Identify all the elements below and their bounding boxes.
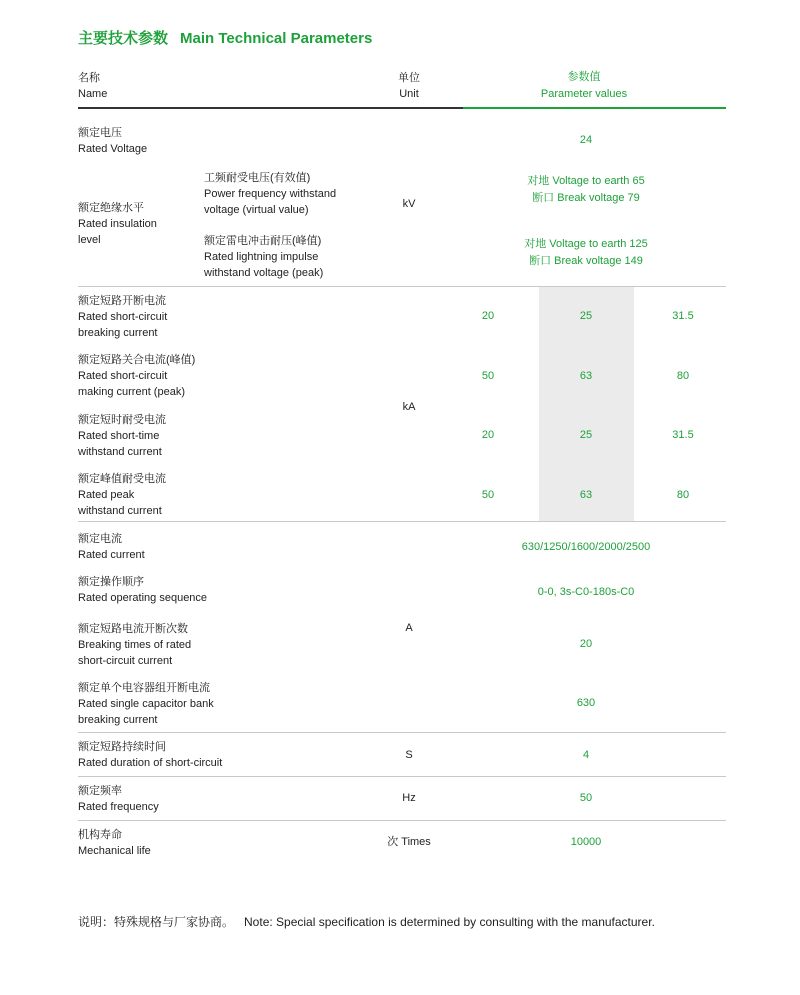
row-sc-making-label <box>78 352 195 400</box>
label-en: Rated duration of short-circuit <box>78 757 223 769</box>
label-en: Rated current <box>78 549 145 561</box>
row-duration-label <box>78 739 222 771</box>
label-en: Rated insulation <box>78 218 157 230</box>
value-line: 断口 Break voltage 149 <box>529 255 643 267</box>
row-mech-life-value: 10000 <box>570 836 602 848</box>
section-divider <box>78 820 726 821</box>
label-en: Mechanical life <box>78 845 151 857</box>
header-unit-cn: 单位 <box>398 72 420 84</box>
value-line: 对地 Voltage to earth 125 <box>524 238 648 250</box>
label-en: Rated operating sequence <box>78 592 208 604</box>
value-cell: 80 <box>676 489 690 501</box>
header-unit-en: Unit <box>399 88 419 100</box>
section-a-unit: A <box>405 622 413 634</box>
label-en: Rated lightning impulse <box>204 251 319 263</box>
header-rule-black <box>78 107 463 109</box>
label-en: Breaking times of rated <box>78 639 192 651</box>
label-en: Rated single capacitor bank <box>78 698 214 710</box>
label-cn: 工频耐受电压(有效值) <box>204 172 311 184</box>
row-op-sequence-value: 0-0, 3s-C0-180s-C0 <box>537 586 635 598</box>
label-en-2: withstand current <box>78 446 162 458</box>
sub-power-frequency-label <box>204 170 336 218</box>
label-cn: 额定频率 <box>78 785 122 797</box>
row-insulation-label <box>78 200 157 248</box>
value-cell: 20 <box>481 429 495 441</box>
label-en: Rated short-circuit <box>78 370 168 382</box>
sub-lightning-values <box>486 236 686 270</box>
value-cell: 63 <box>579 370 593 382</box>
header-unit <box>370 70 448 102</box>
row-breaking-times-value: 20 <box>579 638 593 650</box>
label-cn: 额定电流 <box>78 533 122 545</box>
label-en-2: breaking current <box>78 714 158 726</box>
header-name <box>78 70 107 102</box>
header-values <box>484 69 684 103</box>
label-en: Rated Voltage <box>78 143 148 155</box>
value-cell: 25 <box>579 310 593 322</box>
header-values-cn: 参数值 <box>567 71 601 83</box>
row-mech-life-unit: 次 Times <box>387 836 431 848</box>
value-cell: 25 <box>579 429 593 441</box>
value-cell: 63 <box>579 489 593 501</box>
section-divider <box>78 732 726 733</box>
label-en: Rated short-time <box>78 430 160 442</box>
value-cell: 80 <box>676 370 690 382</box>
label-cn: 机构寿命 <box>78 829 122 841</box>
sub-lightning-label <box>204 233 323 281</box>
row-duration-unit: S <box>405 749 413 761</box>
header-values-en: Parameter values <box>540 88 628 100</box>
page-title <box>78 27 372 48</box>
footnote-cn: 说明：特殊规格与厂家协商。 <box>78 915 235 929</box>
label-cn: 额定短路持续时间 <box>78 741 166 753</box>
label-cn: 额定峰值耐受电流 <box>78 473 166 485</box>
value-cell: 31.5 <box>672 310 694 322</box>
value-line: 对地 Voltage to earth 65 <box>527 175 645 187</box>
label-cn: 额定单个电容器组开断电流 <box>78 682 210 694</box>
row-rated-current-label <box>78 531 145 563</box>
row-breaking-times-label <box>78 621 191 669</box>
footnote <box>78 913 655 930</box>
value-cell: 50 <box>481 489 495 501</box>
row-rated-current-value: 630/1250/1600/2000/2500 <box>521 541 651 553</box>
label-en: Rated peak <box>78 489 135 501</box>
label-en: Power frequency withstand <box>204 188 337 200</box>
label-en-2: breaking current <box>78 327 158 339</box>
row-capacitor-value: 630 <box>576 697 596 709</box>
section-ka-unit: kA <box>402 401 416 413</box>
row-mech-life-label <box>78 827 151 859</box>
value-cell: 31.5 <box>672 429 694 441</box>
label-cn: 额定短路关合电流(峰值) <box>78 354 196 366</box>
label-cn: 额定短路开断电流 <box>78 295 166 307</box>
row-rated-voltage-value: 24 <box>579 134 593 146</box>
row-rated-voltage-label <box>78 125 147 157</box>
label-en-2: withstand voltage (peak) <box>204 267 324 279</box>
label-en-2: making current (peak) <box>78 386 185 398</box>
page-title-cn: 主要技术参数 <box>78 30 169 47</box>
footnote-en: Note: Special specification is determined by consulting with the manufacturer. <box>244 915 655 929</box>
value-cell: 20 <box>481 310 495 322</box>
label-en-2: level <box>78 234 101 246</box>
label-cn: 额定操作顺序 <box>78 576 144 588</box>
label-cn: 额定电压 <box>78 127 122 139</box>
row-peak-withstand-label <box>78 471 166 519</box>
label-en-2: withstand current <box>78 505 162 517</box>
row-st-withstand-label <box>78 412 166 460</box>
label-cn: 额定绝缘水平 <box>78 202 144 214</box>
header-name-en: Name <box>78 88 108 100</box>
row-capacitor-label <box>78 680 214 728</box>
row-frequency-label <box>78 783 159 815</box>
label-en: Rated frequency <box>78 801 159 813</box>
section-divider <box>78 776 726 777</box>
row-frequency-unit: Hz <box>402 792 416 804</box>
row-frequency-value: 50 <box>579 792 593 804</box>
header-name-cn: 名称 <box>78 72 100 84</box>
row-duration-value: 4 <box>582 749 590 761</box>
header-rule-green <box>463 107 726 109</box>
page-title-en: Main Technical Parameters <box>180 30 373 47</box>
value-cell: 50 <box>481 370 495 382</box>
label-en-2: short-circuit current <box>78 655 173 667</box>
label-cn: 额定雷电冲击耐压(峰值) <box>204 235 322 247</box>
row-sc-breaking-label <box>78 293 167 341</box>
row-insulation-unit: kV <box>402 198 416 210</box>
value-line: 断口 Break voltage 79 <box>532 192 640 204</box>
row-op-sequence-label <box>78 574 207 606</box>
label-cn: 额定短时耐受电流 <box>78 414 166 426</box>
sub-power-frequency-values <box>486 173 686 207</box>
label-en-2: voltage (virtual value) <box>204 204 309 216</box>
section-divider <box>78 521 726 522</box>
label-en: Rated short-circuit <box>78 311 168 323</box>
label-cn: 额定短路电流开断次数 <box>78 623 188 635</box>
